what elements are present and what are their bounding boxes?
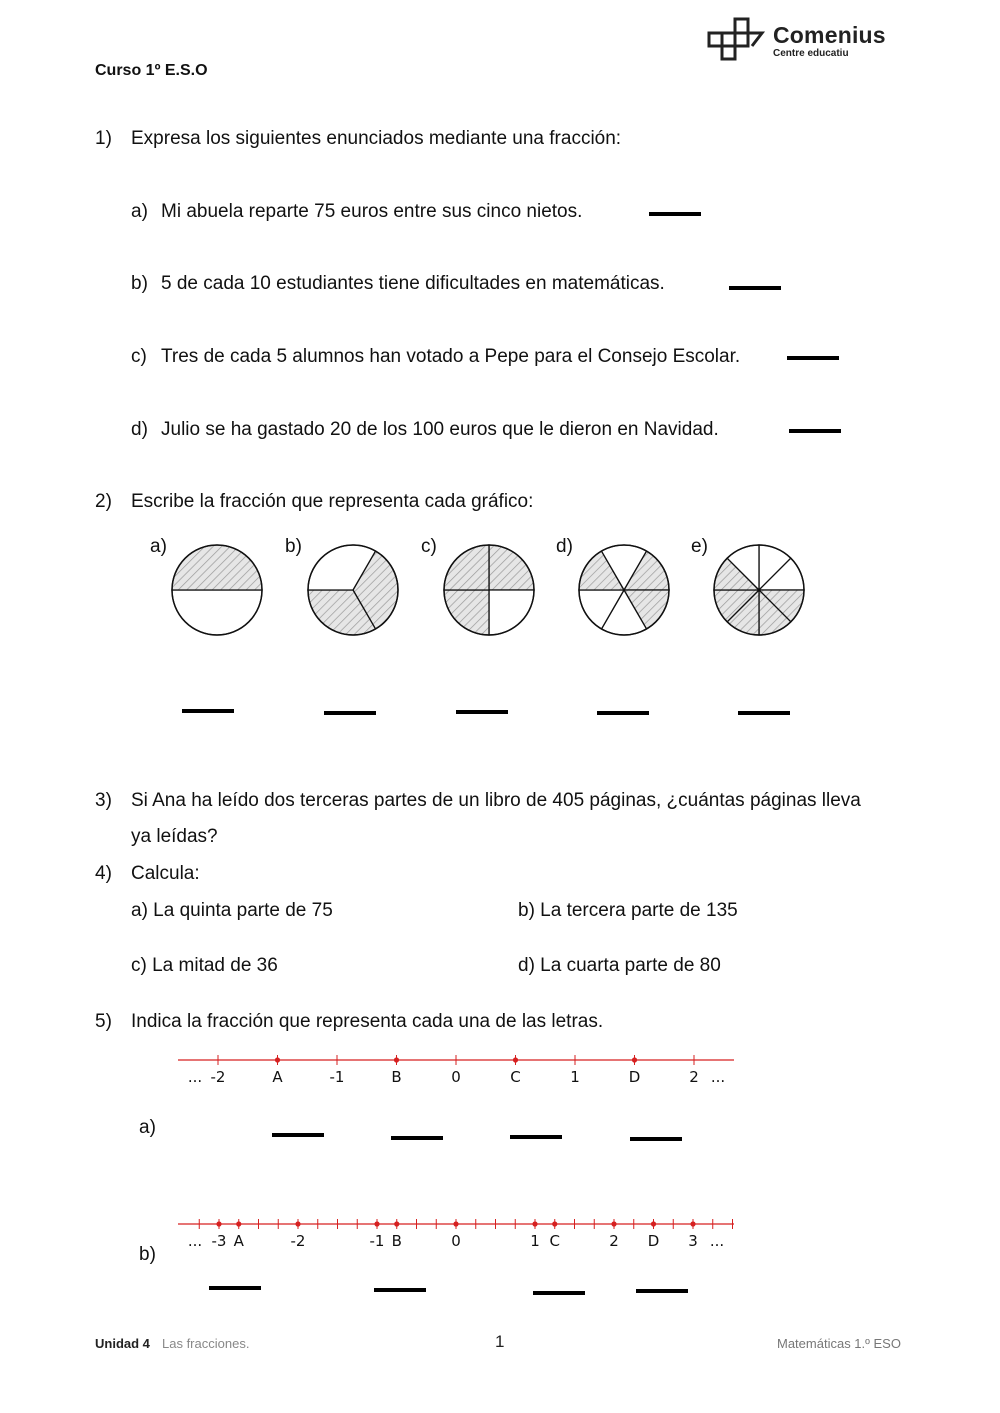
number-line-label: ... [187, 1232, 203, 1250]
circle-d [579, 545, 669, 635]
number-line-label: 2 [609, 1232, 619, 1250]
point-marker [394, 1057, 399, 1062]
q2d-label: d) [556, 536, 573, 557]
q2a-answer-blank[interactable] [182, 709, 234, 713]
q3-number: 3) [95, 790, 112, 811]
number-line-a [0, 1046, 1000, 1096]
number-line-label: -1 [329, 1068, 345, 1086]
q2e-answer-blank[interactable] [738, 711, 790, 715]
number-line-label: -2 [210, 1068, 226, 1086]
number-line-label: D [628, 1068, 641, 1086]
q5b-A-answer-blank[interactable] [209, 1286, 261, 1290]
circle-sector [172, 590, 262, 635]
number-line-label: 0 [451, 1068, 461, 1086]
point-marker [513, 1057, 518, 1062]
q1d-answer-blank[interactable] [789, 429, 841, 433]
q1b-text: 5 de cada 10 estudiantes tiene dificultades en matemáticas. [161, 273, 665, 294]
number-line-label: 3 [688, 1232, 698, 1250]
q1a-text: Mi abuela reparte 75 euros entre sus cinco nietos. [161, 201, 583, 222]
number-line-label: -1 [369, 1232, 385, 1250]
page-number: 1 [495, 1332, 505, 1351]
q2-text: Escribe la fracción que representa cada gráfico: [131, 491, 534, 512]
footer-subject: Matemáticas 1.º ESO [777, 1336, 901, 1351]
circle-b [308, 545, 398, 635]
q4b-text: b) La tercera parte de 135 [518, 900, 738, 921]
q5a-label: a) [139, 1117, 156, 1138]
number-line-label: ... [187, 1068, 203, 1086]
q4d-text: d) La cuarta parte de 80 [518, 955, 721, 976]
q2c-answer-blank[interactable] [456, 710, 508, 714]
point-marker [216, 1221, 221, 1226]
q4a-text: a) La quinta parte de 75 [131, 900, 333, 921]
q5a-D-answer-blank[interactable] [630, 1137, 682, 1141]
number-line-label: 2 [689, 1068, 699, 1086]
point-marker [236, 1221, 241, 1226]
q1a-answer-blank[interactable] [649, 212, 701, 216]
q2-number: 2) [95, 491, 112, 512]
number-line-label: 1 [530, 1232, 540, 1250]
q2d-answer-blank[interactable] [597, 711, 649, 715]
q4c-text: c) La mitad de 36 [131, 955, 278, 976]
q2c-label: c) [421, 536, 437, 557]
number-line-label: A [233, 1232, 244, 1250]
q5a-B-answer-blank[interactable] [391, 1136, 443, 1140]
q5b-label: b) [139, 1244, 156, 1265]
point-marker [394, 1221, 399, 1226]
number-line-label: 0 [451, 1232, 461, 1250]
circle-sector [172, 545, 262, 590]
point-marker [651, 1221, 656, 1226]
number-line-label: 1 [570, 1068, 580, 1086]
q4-number: 4) [95, 863, 112, 884]
footer-unit: Unidad 4 [95, 1336, 150, 1351]
logo-name: Comenius [773, 22, 886, 48]
q5b-B-answer-blank[interactable] [374, 1288, 426, 1292]
q5b-D-answer-blank[interactable] [636, 1289, 688, 1293]
circle-e [714, 545, 804, 635]
circle-a [172, 545, 262, 635]
q1d-text: Julio se ha gastado 20 de los 100 euros que le dieron en Navidad. [161, 419, 719, 440]
q1c-answer-blank[interactable] [787, 356, 839, 360]
q3-text-line2: ya leídas? [131, 826, 218, 847]
number-line-label: -3 [211, 1232, 227, 1250]
q2a-label: a) [150, 536, 167, 557]
point-marker [632, 1057, 637, 1062]
footer-topic: Las fracciones. [162, 1336, 250, 1351]
q1b-answer-blank[interactable] [729, 286, 781, 290]
q1b-label: b) [131, 273, 148, 294]
q1a-label: a) [131, 201, 148, 222]
fraction-circles [0, 530, 1000, 650]
logo-subtitle: Centre educatiu [773, 48, 849, 59]
point-marker [453, 1221, 458, 1226]
number-line-label: D [647, 1232, 660, 1250]
q5-number: 5) [95, 1011, 112, 1032]
course-label: Curso 1º E.S.O [95, 62, 208, 79]
q1-text: Expresa los siguientes enunciados mediante una fracción: [131, 128, 622, 149]
q2e-label: e) [691, 536, 708, 557]
q5a-C-answer-blank[interactable] [510, 1135, 562, 1139]
number-line-label: -2 [290, 1232, 306, 1250]
comenius-logo-icon [706, 16, 766, 62]
point-marker [532, 1221, 537, 1226]
number-line-label: ... [710, 1068, 726, 1086]
q1c-label: c) [131, 346, 147, 367]
q1-number: 1) [95, 128, 112, 149]
point-marker [374, 1221, 379, 1226]
number-line-label: C [549, 1232, 560, 1250]
circle-c [444, 545, 534, 635]
q4-text: Calcula: [131, 863, 200, 884]
number-line-label: A [272, 1068, 283, 1086]
q5a-A-answer-blank[interactable] [272, 1133, 324, 1137]
q3-text-line1: Si Ana ha leído dos terceras partes de un libro de 405 páginas, ¿cuántas páginas lleva [131, 790, 861, 811]
q5-text: Indica la fracción que representa cada una de las letras. [131, 1011, 604, 1032]
q2b-answer-blank[interactable] [324, 711, 376, 715]
number-line-label: C [510, 1068, 521, 1086]
q1d-label: d) [131, 419, 148, 440]
point-marker [611, 1221, 616, 1226]
point-marker [295, 1221, 300, 1226]
q1c-text: Tres de cada 5 alumnos han votado a Pepe para el Consejo Escolar. [161, 346, 741, 367]
point-marker [275, 1057, 280, 1062]
point-marker [690, 1221, 695, 1226]
q2b-label: b) [285, 536, 302, 557]
number-line-label: ... [709, 1232, 725, 1250]
number-line-label: B [391, 1232, 402, 1250]
q5b-C-answer-blank[interactable] [533, 1291, 585, 1295]
point-marker [552, 1221, 557, 1226]
number-line-label: B [391, 1068, 402, 1086]
